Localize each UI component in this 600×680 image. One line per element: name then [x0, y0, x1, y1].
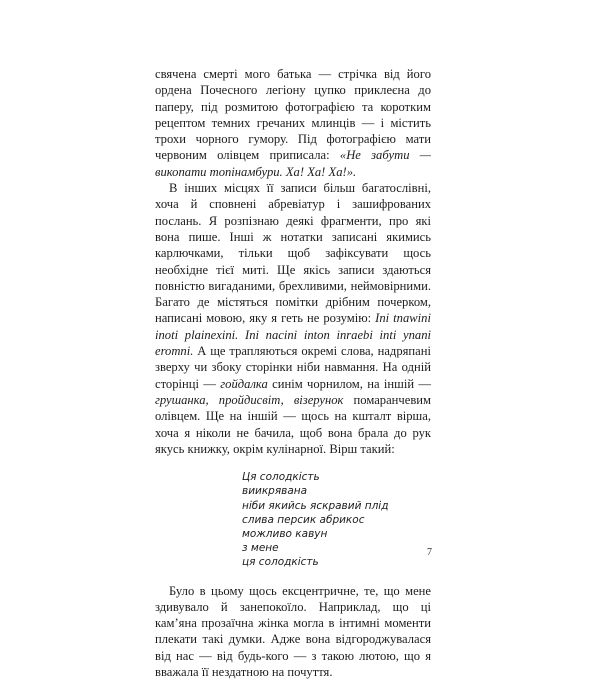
italic-text: грушанка, пройдисвіт, візерунок: [155, 392, 344, 407]
italic-text: «Не забути — викопати топінамбури. Ха! Ха! Ха!».: [155, 148, 431, 179]
italic-text: гойдалка: [220, 376, 268, 391]
text-run: синім чорнилом, на іншій —: [267, 376, 431, 391]
poem-line: Ця солодкість: [242, 471, 320, 484]
paragraph-1: [155, 66, 431, 180]
poem-line: виикрявана: [242, 485, 308, 498]
text-run: В інших місцях її записи більш багатослівні, хоча й сповнені абревіатур і зашифрованих послань. Я розпізнаю деякі фрагменти, про які вона пише. Інші ж нотатки записані якимись карлючками, тільки щоб зафіксувати щось необхідне тієї миті. Ще якісь записи здаються повністю вигаданими, брехливими, неймовірними. Багато де містяться помітки дрібним почерком, написані мовою, яку я геть не розумію:: [155, 181, 431, 326]
italic-text: Ini tnawini inoti plainexini. Ini nacini inton inraebi inti ynani eromni.: [155, 311, 431, 359]
poem-block: [242, 470, 431, 569]
poem-line: з мене: [242, 542, 279, 555]
page-body-text: [155, 66, 431, 680]
poem-line: можливо кавун: [242, 527, 328, 540]
poem-line: слива персик абрикос: [242, 513, 365, 526]
text-run: помаранчевим олівцем. Ще на іншій — щось на кшталт вірша, хоча я ніколи не бачила, щоб вона брала до рук якусь книжку, окрім кулінарної. Вірш такий:: [155, 392, 431, 456]
page-number: 7: [427, 547, 432, 558]
closing-paragraph: Було в цьому щось ексцентричне, те, що мене здивувало й занепокоїло. Наприклад, що ці кам’яна прозаїчна жінка могла в інтимні моменти плекати такі думки. Адже вона відгороджувалася від нас — від будь-кого — з такою лютою, що я вважала її нездатною на почуття.: [155, 583, 431, 680]
poem-line: ніби якийсь яскравий плід: [242, 499, 389, 512]
poem-line: ця солодкість: [242, 556, 319, 569]
paragraph-2: [155, 180, 431, 457]
text-run: свячена смерті мого батька — стрічка від його ордена Почесного легіону цупко приклеєна до паперу, під розмитою фотографією та коротким рецептом темних гречаних млинців — і містить трохи чорного гумору. Під фотографією мати червоним олівцем приписала:: [155, 67, 431, 163]
text-run: А ще трапляються окремі слова, надряпані зверху чи збоку сторінки ніби навмання. На одній сторінці —: [155, 344, 431, 391]
